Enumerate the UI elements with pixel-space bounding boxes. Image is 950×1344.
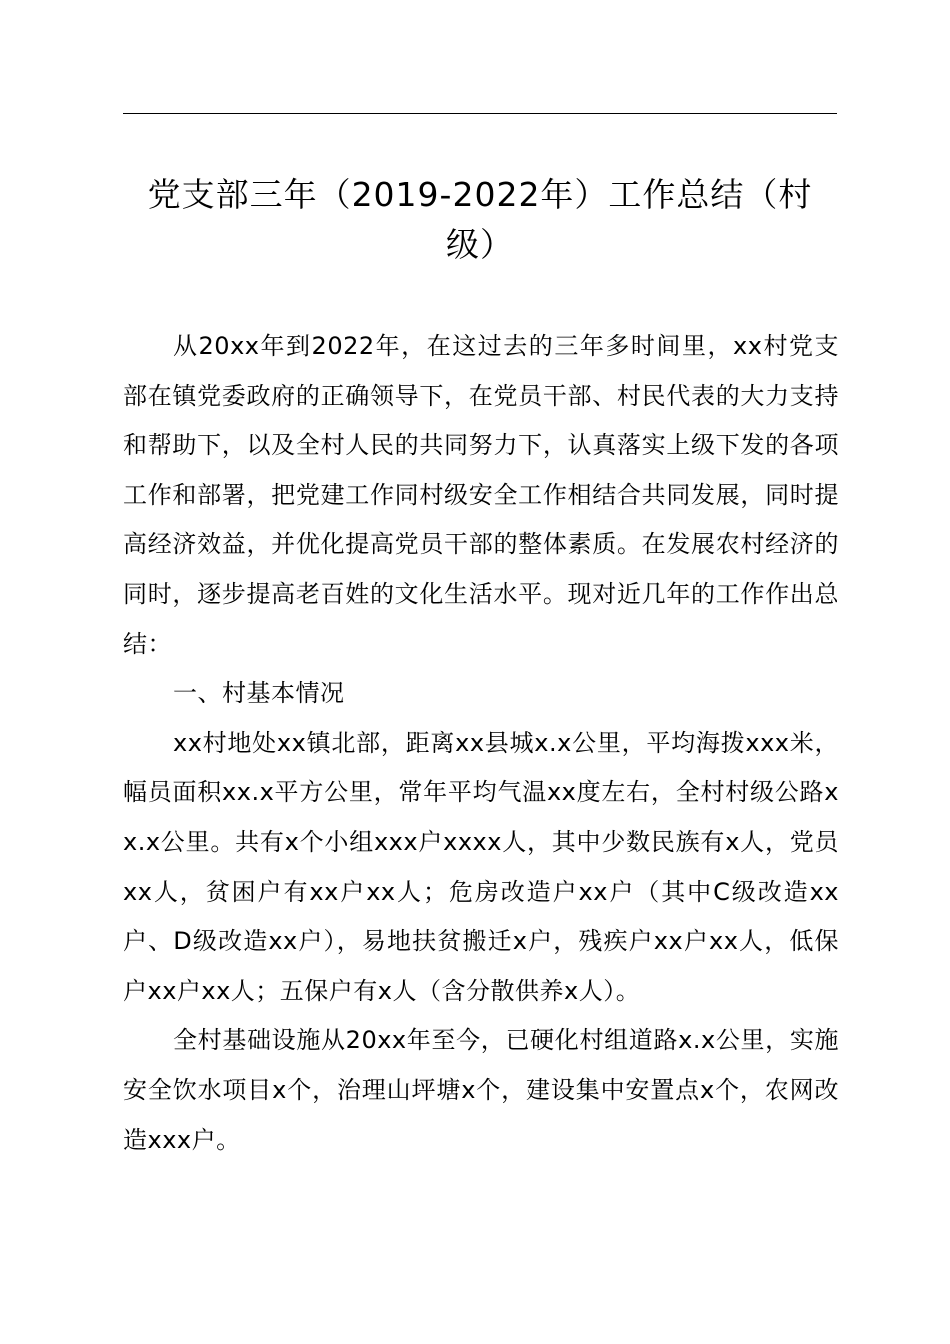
basic-info-paragraph: xx村地处xx镇北部，距离xx县城x.x公里，平均海拨xxx米，幅员面积xx.x平方公里，常年平均气温xx度左右，全村村级公路xx.x公里。共有x个小组xxx户xxxx人，其中少数民族有x人，党员xx人，贫困户有xx户xx人；危房改造户xx户（其中C级改造xx户、D级改造xx户），易地扶贫搬迁x户，残疾户xx户xx人，低保户xx户xx人；五保户有x人（含分散供养x人）。 [123,728,839,1005]
section-heading-basic-info: 一、村基本情况 [173,679,345,708]
document-title: 党支部三年（2019-2022年）工作总结（村级） [147,175,813,264]
header-divider [123,113,837,114]
infrastructure-paragraph: 全村基础设施从20xx年至今，已硬化村组道路x.x公里，实施安全饮水项目x个，治理山坪塘x个，建设集中安置点x个，农网改造xxx户。 [123,1026,839,1154]
document-body [123,322,839,1165]
intro-paragraph: 从20xx年到2022年，在这过去的三年多时间里，xx村党支部在镇党委政府的正确领导下，在党员干部、村民代表的大力支持和帮助下，以及全村人民的共同努力下，认真落实上级下发的各项工作和部署，把党建工作同村级安全工作相结合共同发展，同时提高经济效益，并优化提高党员干部的整体素质。在发展农村经济的同时，逐步提高老百姓的文化生活水平。现对近几年的工作作出总结： [123,332,839,658]
